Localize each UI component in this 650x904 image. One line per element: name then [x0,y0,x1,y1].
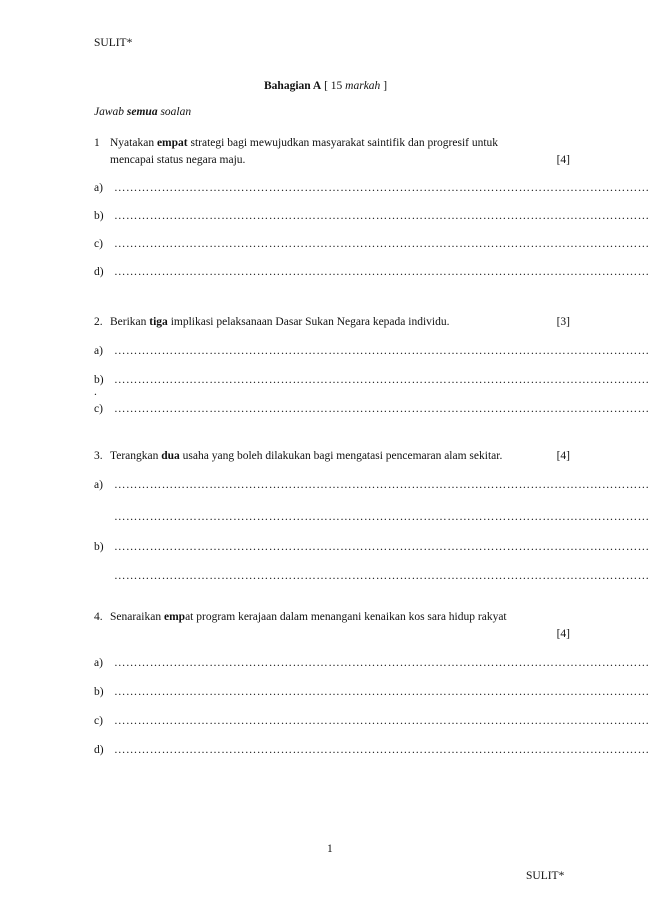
q3-answer-line-b[interactable]: ……………………………………………………………………………………………………………………… [114,541,650,553]
q2-text [110,316,449,328]
q3-number: 3. [94,450,103,462]
q1-answer-line-d[interactable]: ……………………………………………………………………………………………………………………… [114,266,650,278]
q4-answer-line-b[interactable]: ……………………………………………………………………………………………………………………… [114,686,650,698]
q1-text [110,137,498,149]
q4-text-before: Senaraikan [110,611,162,623]
q2-answer-line-c[interactable]: ……………………………………………………………………………………………………………………… [114,403,650,415]
q2-answer-label-b: b) [94,374,104,386]
q4-answer-label-d: d) [94,744,104,756]
q1-number: 1 [94,137,100,149]
q2-answer-label-a: a) [94,345,103,357]
instruction-word-1: Jawab [94,106,125,118]
instruction [94,106,191,118]
q2-number: 2. [94,316,103,328]
q3-text-after: usaha yang boleh dilakukan bagi mengatasi pencemaran alam sekitar. [182,450,503,462]
q4-bold-e: e [163,611,170,623]
q1-answer-line-b[interactable]: ……………………………………………………………………………………………………………………… [114,210,650,222]
instruction-word-2: semua [126,106,158,118]
instruction-word-3: soalan [160,106,192,118]
q3-bold: dua [161,450,180,462]
q1-text-before: Nyatakan [110,137,155,149]
section-marks-close: ] [383,80,388,92]
q1-text-line2: mencapai status negara maju. [110,154,246,166]
q1-answer-line-a[interactable]: ……………………………………………………………………………………………………………………… [114,182,650,194]
q4-answer-label-a: a) [94,657,103,669]
q1-text-after: strategi bagi mewujudkan masyarakat saintifik dan progresif untuk [190,137,499,149]
section-title: Bahagian A [264,80,322,92]
section-marks-open: [ 15 [324,80,343,92]
q4-answer-label-c: c) [94,715,103,727]
q3-text [110,450,502,462]
q2-answer-label-c: c) [94,403,103,415]
q1-marks: [4] [556,154,570,166]
q4-text-after: at program kerajaan dalam menangani kenaikan kos sara hidup rakyat [185,611,507,623]
q3-marks: [4] [556,450,570,462]
q4-marks: [4] [556,628,570,640]
q3-text-before: Terangkan [110,450,159,462]
q2-bold: tiga [149,316,168,328]
page-number: 1 [327,843,333,855]
q2-stray-dot: . [94,386,97,398]
q1-bold: empat [156,137,188,149]
footer-classification: SULIT* [526,870,565,882]
q1-answer-label-d: d) [94,266,104,278]
q4-answer-line-c[interactable]: ……………………………………………………………………………………………………………………… [114,715,650,727]
q3-answer-line-b2[interactable]: ……………………………………………………………………………………………………………………… [114,570,650,582]
q2-answer-line-b[interactable]: ……………………………………………………………………………………………………………………… [114,374,650,386]
q3-answer-line-a[interactable]: ……………………………………………………………………………………………………………………… [114,479,650,491]
section-marks-word: markah [345,80,381,92]
q2-text-before: Berikan [110,316,147,328]
q3-answer-label-b: b) [94,541,104,553]
q4-number: 4. [94,611,103,623]
q4-answer-label-b: b) [94,686,104,698]
q4-answer-line-d[interactable]: ……………………………………………………………………………………………………………………… [114,744,650,756]
q4-answer-line-a[interactable]: ……………………………………………………………………………………………………………………… [114,657,650,669]
q1-answer-label-b: b) [94,210,104,222]
q4-text [110,611,507,623]
q4-bold-mp: mp [169,611,186,623]
section-title-line [264,80,387,92]
q3-answer-line-a2[interactable]: ……………………………………………………………………………………………………………………… [114,511,650,523]
q2-answer-line-a[interactable]: ……………………………………………………………………………………………………………………… [114,345,650,357]
header-classification: SULIT* [94,37,133,49]
q1-answer-line-c[interactable]: ……………………………………………………………………………………………………………………… [114,238,650,250]
q2-text-after: implikasi pelaksanaan Dasar Sukan Negara kepada individu. [170,316,450,328]
q3-answer-label-a: a) [94,479,103,491]
q2-marks: [3] [556,316,570,328]
q1-answer-label-a: a) [94,182,103,194]
q1-answer-label-c: c) [94,238,103,250]
